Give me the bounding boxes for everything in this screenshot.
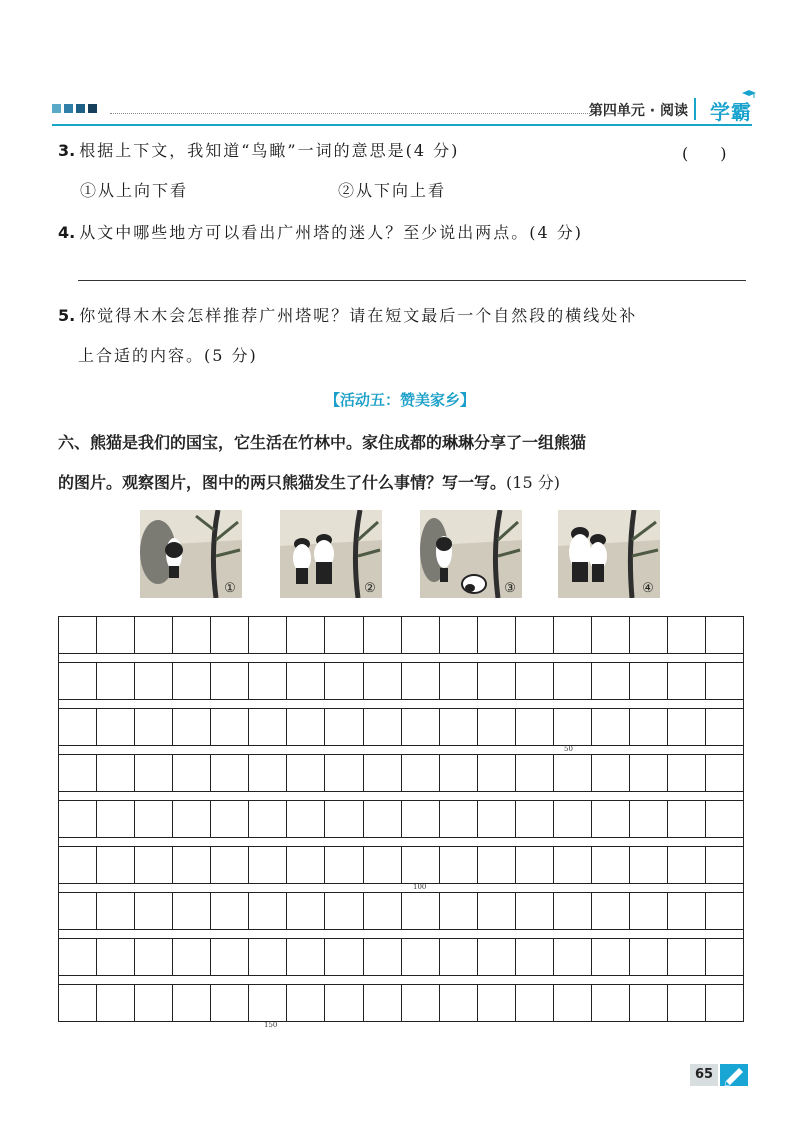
writing-grid-row — [58, 616, 744, 654]
picture-label-1: ① — [224, 581, 236, 596]
writing-cell[interactable] — [97, 662, 135, 700]
writing-cell[interactable] — [516, 800, 554, 838]
writing-cell[interactable] — [249, 984, 287, 1022]
panda-picture-icon — [140, 510, 242, 598]
writing-cell[interactable] — [325, 800, 363, 838]
writing-cell[interactable] — [440, 662, 478, 700]
word-count-marker: 100 — [413, 883, 427, 891]
writing-cell[interactable] — [249, 938, 287, 976]
writing-cell[interactable] — [173, 616, 211, 654]
writing-cell[interactable] — [668, 662, 706, 700]
writing-cell[interactable] — [706, 800, 743, 838]
writing-cell[interactable] — [516, 984, 554, 1022]
writing-cell[interactable] — [249, 662, 287, 700]
writing-cell[interactable] — [668, 800, 706, 838]
writing-cell[interactable] — [135, 754, 173, 792]
writing-cell[interactable] — [554, 892, 592, 930]
panda-pictures — [140, 510, 660, 598]
writing-cell[interactable] — [211, 846, 249, 884]
writing-cell[interactable] — [706, 754, 743, 792]
header-square-3 — [76, 104, 85, 113]
writing-grid-row — [58, 708, 744, 746]
writing-cell[interactable] — [364, 616, 402, 654]
writing-cell[interactable] — [592, 754, 630, 792]
writing-grid-gap — [58, 700, 744, 708]
writing-cell[interactable] — [402, 708, 440, 746]
option-a[interactable]: ①从上向下看 — [80, 181, 189, 200]
unit-label: 第四单元 · 阅读 — [588, 103, 688, 119]
writing-cell[interactable] — [59, 616, 97, 654]
writing-cell[interactable] — [516, 892, 554, 930]
graduation-cap-icon — [742, 90, 756, 98]
writing-cell[interactable] — [440, 616, 478, 654]
writing-cell[interactable] — [173, 984, 211, 1022]
writing-cell[interactable] — [706, 662, 743, 700]
header-square-4 — [88, 104, 97, 113]
writing-grid-row — [58, 892, 744, 930]
writing-cell[interactable] — [135, 938, 173, 976]
writing-cell[interactable] — [402, 754, 440, 792]
brand-divider — [694, 98, 696, 120]
writing-cell[interactable] — [97, 800, 135, 838]
writing-cell[interactable] — [592, 800, 630, 838]
writing-cell[interactable] — [97, 846, 135, 884]
writing-cell[interactable] — [59, 938, 97, 976]
writing-cell[interactable] — [364, 800, 402, 838]
writing-cell[interactable] — [173, 892, 211, 930]
writing-cell[interactable] — [630, 938, 668, 976]
header-dotted-line — [110, 113, 590, 114]
writing-cell[interactable] — [478, 938, 516, 976]
writing-cell[interactable] — [211, 892, 249, 930]
writing-cell[interactable] — [592, 662, 630, 700]
writing-cell[interactable] — [211, 984, 249, 1022]
writing-cell[interactable] — [135, 800, 173, 838]
writing-cell[interactable] — [135, 846, 173, 884]
writing-cell[interactable] — [592, 616, 630, 654]
writing-cell[interactable] — [364, 846, 402, 884]
panda-picture-icon — [420, 510, 522, 598]
writing-grid-gap — [58, 792, 744, 800]
writing-cell[interactable] — [592, 938, 630, 976]
writing-cell[interactable] — [97, 938, 135, 976]
header-square-1 — [52, 104, 61, 113]
writing-cell[interactable] — [325, 754, 363, 792]
writing-cell[interactable] — [554, 984, 592, 1022]
writing-cell[interactable] — [516, 846, 554, 884]
writing-cell[interactable] — [630, 754, 668, 792]
writing-cell[interactable] — [478, 800, 516, 838]
question-5-number: 5. — [58, 306, 76, 325]
writing-grid-row — [58, 800, 744, 838]
writing-cell[interactable] — [325, 892, 363, 930]
writing-cell[interactable] — [478, 846, 516, 884]
writing-cell[interactable] — [706, 846, 743, 884]
writing-cell[interactable] — [706, 708, 743, 746]
writing-grid-gap — [58, 930, 744, 938]
writing-cell[interactable] — [554, 662, 592, 700]
writing-cell[interactable] — [668, 892, 706, 930]
panda-picture-icon — [558, 510, 660, 598]
picture-label-3: ③ — [504, 581, 516, 596]
writing-cell[interactable] — [554, 708, 592, 746]
writing-cell[interactable] — [364, 892, 402, 930]
writing-cell[interactable] — [135, 662, 173, 700]
writing-cell[interactable] — [402, 846, 440, 884]
page-number: 65 — [690, 1064, 718, 1086]
question-3-number: 3. — [58, 141, 76, 160]
writing-cell[interactable] — [440, 938, 478, 976]
writing-cell[interactable] — [325, 616, 363, 654]
writing-cell[interactable] — [59, 892, 97, 930]
writing-cell[interactable] — [59, 800, 97, 838]
writing-cell[interactable] — [630, 662, 668, 700]
writing-cell[interactable] — [287, 616, 325, 654]
question-5 — [58, 306, 637, 326]
writing-cell[interactable] — [630, 846, 668, 884]
writing-cell[interactable] — [592, 846, 630, 884]
writing-cell[interactable] — [592, 892, 630, 930]
writing-cell[interactable] — [554, 754, 592, 792]
writing-cell[interactable] — [287, 938, 325, 976]
writing-cell[interactable] — [97, 754, 135, 792]
writing-cell[interactable] — [173, 754, 211, 792]
writing-cell[interactable] — [706, 892, 743, 930]
writing-cell[interactable] — [135, 984, 173, 1022]
writing-cell[interactable] — [135, 708, 173, 746]
writing-cell[interactable] — [478, 662, 516, 700]
question-5-line1: 你觉得木木会怎样推荐广州塔呢？请在短文最后一个自然段的横线处补 — [79, 306, 638, 325]
writing-cell[interactable] — [211, 662, 249, 700]
writing-cell[interactable] — [554, 616, 592, 654]
section-6-line1: 六、熊猫是我们的国宝，它生活在竹林中。家住成都的琳琳分享了一组熊猫 — [58, 433, 587, 452]
writing-cell[interactable] — [59, 754, 97, 792]
section-6-line2 — [58, 470, 560, 493]
writing-grid-gap — [58, 746, 744, 754]
writing-cell[interactable] — [287, 708, 325, 746]
writing-cell[interactable] — [364, 754, 402, 792]
page-header — [52, 98, 752, 124]
writing-cell[interactable] — [478, 754, 516, 792]
writing-cell[interactable] — [668, 846, 706, 884]
question-4-number: 4. — [58, 223, 76, 242]
writing-cell[interactable] — [249, 616, 287, 654]
writing-grid-row — [58, 938, 744, 976]
section-6-line2-text: 的图片。观察图片，图中的两只熊猫发生了什么事情？写一写。 — [58, 473, 507, 492]
option-b[interactable]: ②从下向上看 — [338, 181, 447, 200]
writing-cell[interactable] — [440, 708, 478, 746]
writing-cell[interactable] — [516, 708, 554, 746]
writing-cell[interactable] — [554, 938, 592, 976]
writing-cell[interactable] — [554, 800, 592, 838]
writing-cell[interactable] — [630, 984, 668, 1022]
writing-cell[interactable] — [135, 616, 173, 654]
writing-cell[interactable] — [211, 800, 249, 838]
writing-cell[interactable] — [402, 984, 440, 1022]
writing-cell[interactable] — [478, 892, 516, 930]
writing-cell[interactable] — [478, 616, 516, 654]
writing-cell[interactable] — [173, 846, 211, 884]
question-3 — [58, 141, 459, 161]
writing-cell[interactable] — [59, 984, 97, 1022]
writing-cell[interactable] — [516, 616, 554, 654]
writing-cell[interactable] — [516, 754, 554, 792]
writing-cell[interactable] — [592, 708, 630, 746]
writing-grid-row — [58, 984, 744, 1022]
writing-cell[interactable] — [211, 754, 249, 792]
picture-label-2: ② — [364, 581, 376, 596]
writing-cell[interactable] — [59, 708, 97, 746]
writing-cell[interactable] — [364, 938, 402, 976]
question-3-text: 根据上下文，我知道“鸟瞰”一词的意思是(4 分) — [79, 141, 460, 160]
answer-line[interactable] — [78, 280, 746, 281]
answer-parentheses[interactable]: ( ) — [682, 144, 727, 163]
writing-cell[interactable] — [630, 616, 668, 654]
word-count-marker: 150 — [264, 1021, 278, 1029]
header-squares — [52, 104, 97, 113]
writing-cell[interactable] — [364, 708, 402, 746]
activity-title: 【活动五：赞美家乡】 — [324, 391, 475, 409]
writing-cell[interactable] — [97, 892, 135, 930]
writing-grid-row — [58, 754, 744, 792]
writing-cell[interactable] — [364, 984, 402, 1022]
writing-cell[interactable] — [287, 662, 325, 700]
writing-cell[interactable] — [478, 984, 516, 1022]
writing-cell[interactable] — [668, 616, 706, 654]
writing-cell[interactable] — [249, 708, 287, 746]
writing-cell[interactable] — [249, 754, 287, 792]
writing-cell[interactable] — [630, 708, 668, 746]
writing-cell[interactable] — [402, 892, 440, 930]
section-6-score: (15 分) — [506, 473, 560, 492]
writing-cell[interactable] — [287, 800, 325, 838]
writing-cell[interactable] — [287, 754, 325, 792]
writing-cell[interactable] — [325, 662, 363, 700]
writing-grid-row — [58, 846, 744, 884]
writing-cell[interactable] — [325, 984, 363, 1022]
writing-cell[interactable] — [706, 616, 743, 654]
writing-cell[interactable] — [249, 892, 287, 930]
writing-cell[interactable] — [364, 662, 402, 700]
writing-cell[interactable] — [554, 846, 592, 884]
writing-cell[interactable] — [249, 800, 287, 838]
writing-cell[interactable] — [287, 984, 325, 1022]
writing-cell[interactable] — [668, 984, 706, 1022]
brand-logo: 学霸 — [710, 100, 752, 124]
writing-cell[interactable] — [97, 984, 135, 1022]
picture-label-4: ④ — [642, 581, 654, 596]
writing-cell[interactable] — [440, 800, 478, 838]
writing-cell[interactable] — [97, 708, 135, 746]
pencil-icon — [720, 1064, 748, 1086]
writing-cell[interactable] — [325, 938, 363, 976]
writing-cell[interactable] — [325, 846, 363, 884]
writing-cell[interactable] — [668, 754, 706, 792]
writing-cell[interactable] — [402, 662, 440, 700]
writing-grid-row — [58, 662, 744, 700]
writing-cell[interactable] — [97, 616, 135, 654]
writing-cell[interactable] — [630, 892, 668, 930]
writing-cell[interactable] — [516, 938, 554, 976]
header-rule — [52, 124, 752, 126]
writing-cell[interactable] — [173, 938, 211, 976]
writing-grid-gap — [58, 976, 744, 984]
writing-cell[interactable] — [668, 708, 706, 746]
question-4-text: 从文中哪些地方可以看出广州塔的迷人？至少说出两点。(4 分) — [79, 223, 583, 242]
writing-cell[interactable] — [59, 662, 97, 700]
writing-cell[interactable] — [211, 708, 249, 746]
writing-cell[interactable] — [668, 938, 706, 976]
writing-cell[interactable] — [173, 662, 211, 700]
writing-cell[interactable] — [440, 754, 478, 792]
header-square-2 — [64, 104, 73, 113]
writing-cell[interactable] — [706, 938, 743, 976]
writing-cell[interactable] — [173, 708, 211, 746]
writing-cell[interactable] — [211, 938, 249, 976]
writing-cell[interactable] — [287, 892, 325, 930]
writing-grid-gap — [58, 654, 744, 662]
writing-cell[interactable] — [592, 984, 630, 1022]
writing-cell[interactable] — [211, 616, 249, 654]
writing-cell[interactable] — [325, 708, 363, 746]
writing-cell[interactable] — [440, 846, 478, 884]
writing-cell[interactable] — [630, 800, 668, 838]
writing-cell[interactable] — [135, 892, 173, 930]
writing-cell[interactable] — [287, 846, 325, 884]
writing-cell[interactable] — [59, 846, 97, 884]
panda-picture-icon — [280, 510, 382, 598]
writing-cell[interactable] — [440, 892, 478, 930]
writing-cell[interactable] — [402, 938, 440, 976]
writing-grid-gap — [58, 838, 744, 846]
writing-cell[interactable] — [402, 800, 440, 838]
writing-cell[interactable] — [706, 984, 743, 1022]
writing-cell[interactable] — [440, 984, 478, 1022]
writing-cell[interactable] — [478, 708, 516, 746]
question-5-line2: 上合适的内容。(5 分) — [78, 346, 258, 365]
question-4 — [58, 223, 583, 243]
writing-grid-gap — [58, 884, 744, 892]
writing-cell[interactable] — [249, 846, 287, 884]
word-count-marker: 50 — [564, 745, 573, 753]
writing-cell[interactable] — [173, 800, 211, 838]
writing-cell[interactable] — [402, 616, 440, 654]
writing-cell[interactable] — [516, 662, 554, 700]
